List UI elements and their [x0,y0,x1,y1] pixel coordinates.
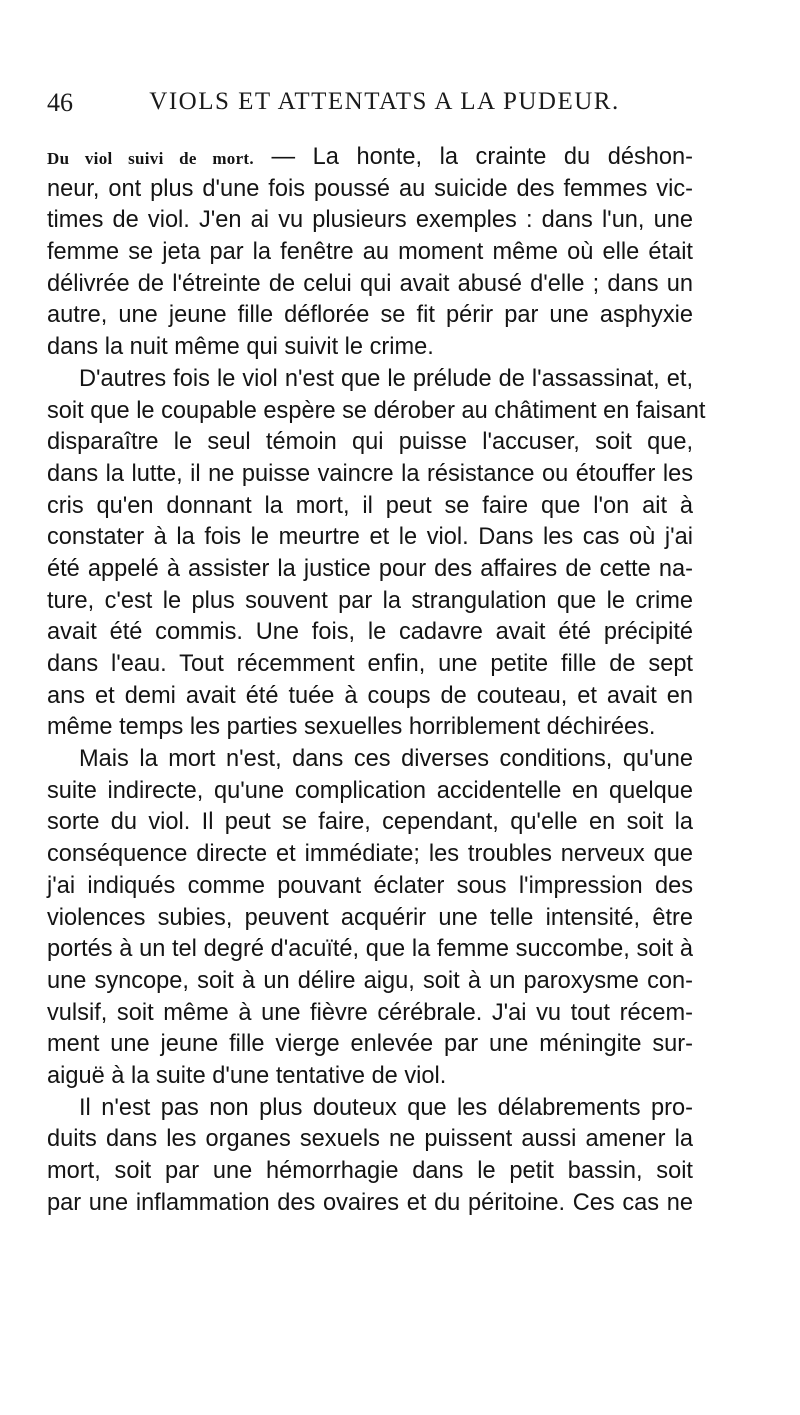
text-line: disparaître le seul témoin qui puisse l'accuser, soit que, [47,429,693,456]
text-line: ture, c'est le plus souvent par la strangulation que le crime [47,587,693,614]
text-line: suite indirecte, qu'une complication accidentelle en quelque [47,777,693,804]
section-rubric: Du viol suivi de mort. [47,149,254,168]
text-line: été appelé à assister la justice pour des affaires de cette na- [47,555,693,582]
text-line: neur, ont plus d'une fois poussé au suicide des femmes vic- [47,175,693,202]
text-line: soit que le coupable espère se dérober au châtiment en faisant [47,397,706,424]
text-line: Mais la mort n'est, dans ces diverses conditions, qu'une [79,746,693,773]
text-line: ment une jeune fille vierge enlevée par une méningite sur- [47,1031,693,1058]
text-line: délivrée de l'étreinte de celui qui avait abusé d'elle ; dans un [47,270,693,297]
text-line: femme se jeta par la fenêtre au moment même où elle était [47,239,693,266]
text-line: autre, une jeune fille déflorée se fit périr par une asphyxie [47,302,693,329]
text-line: ans et demi avait été tuée à coups de couteau, et avait en [47,682,693,709]
text-line: aiguë à la suite d'une tentative de viol. [47,1062,447,1089]
text-line: violences subies, peuvent acquérir une telle intensité, être [47,904,693,931]
text-line: conséquence directe et immédiate; les troubles nerveux que [47,841,693,868]
text-line: times de viol. J'en ai vu plusieurs exemples : dans l'un, une [47,207,693,234]
body-text [47,142,706,1219]
text-line: avait été commis. Une fois, le cadavre avait été précipité [47,619,693,646]
text-line [47,142,693,174]
text-line: j'ai indiqués comme pouvant éclater sous l'impression des [47,872,693,899]
running-title: VIOLS ET ATTENTATS A LA PUDEUR. [149,88,620,115]
text-line: cris qu'en donnant la mort, il peut se faire que l'on ait à [47,492,693,519]
text-line: constater à la fois le meurtre et le viol. Dans les cas où j'ai [47,524,693,551]
text-line: dans l'eau. Tout récemment enfin, une petite fille de sept [47,651,693,677]
text-line: duits dans les organes sexuels ne puissent aussi amener la [47,1126,693,1153]
text-line-content: — La honte, la crainte du déshon- [253,144,693,170]
text-line: Il n'est pas non plus douteux que les délabrements pro- [79,1094,693,1121]
text-line: portés à un tel degré d'acuïté, que la femme succombe, soit à [47,936,693,963]
text-line: une syncope, soit à un délire aigu, soit à un paroxysme con- [47,967,693,994]
text-line: mort, soit par une hémorrhagie dans le petit bassin, soit [47,1158,693,1184]
text-line: D'autres fois le viol n'est que le prélude de l'assassinat, et, [79,365,693,392]
text-line: vulsif, soit même à une fièvre cérébrale. J'ai vu tout récem- [47,999,693,1026]
page-number: 46 [47,88,73,117]
text-line: sorte du viol. Il peut se faire, cependant, qu'elle en soit la [47,809,693,836]
text-line: même temps les parties sexuelles horriblement déchirées. [47,714,656,741]
page-header [47,88,692,124]
text-line: dans la nuit même qui suivit le crime. [47,334,434,361]
text-line: dans la lutte, il ne puisse vaincre la résistance ou étouffer les [47,460,693,487]
text-line: par une inflammation des ovaires et du péritoine. Ces cas ne [47,1189,693,1216]
